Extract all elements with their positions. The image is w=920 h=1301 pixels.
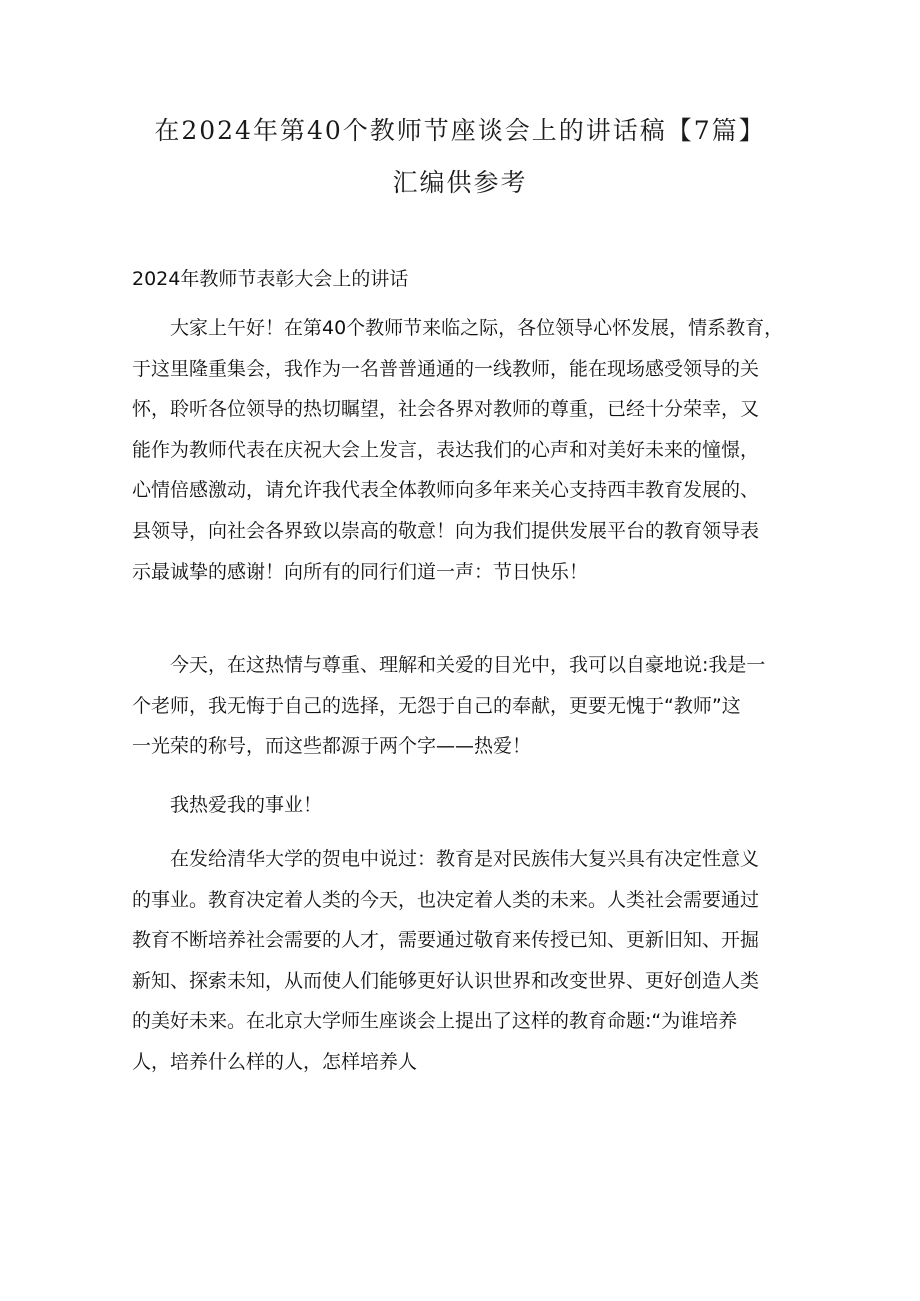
paragraph-line: 县领导，向社会各界致以崇高的敬意！向为我们提供发展平台的教育领导表 <box>132 519 760 542</box>
document-title-line-2: 汇编供参考 <box>392 168 528 197</box>
paragraph-line: 的美好未来。在北京大学师生座谈会上提出了这样的教育命题:“为谁培养 <box>132 1010 738 1033</box>
paragraph-line: 个老师，我无悔于自己的选择，无怨于自己的奉献，更要无愧于“教师”这 <box>132 694 741 717</box>
paragraph-line: 新知、探索未知，从而使人们能够更好认识世界和改变世界、更好创造人类 <box>132 969 760 992</box>
paragraph-line: 在发给清华大学的贺电中说过：教育是对民族伟大复兴具有决定性意义 <box>132 848 760 870</box>
paragraph <box>132 839 792 1083</box>
paragraph-line: 心情倍感激动，请允许我代表全体教师向多年来关心支持西丰教育发展的、 <box>132 479 760 502</box>
paragraph <box>132 645 792 767</box>
paragraph-line: 教育不断培养社会需要的人才，需要通过敬育来传授已知、更新旧知、开掘 <box>132 929 760 952</box>
paragraph <box>132 785 792 826</box>
paragraph <box>132 308 792 592</box>
paragraph-line: 的事业。教育决定着人类的今天，也决定着人类的未来。人类社会需要通过 <box>132 888 760 911</box>
paragraph-line: 大家上午好！在第40个教师节来临之际，各位领导心怀发展，情系教育， <box>132 317 784 339</box>
paragraph-line: 于这里隆重集会，我作为一名普普通通的一线教师，能在现场感受领导的关 <box>132 357 760 380</box>
paragraph-line: 人，培养什么样的人，怎样培养人 <box>132 1050 418 1073</box>
paragraph-line: 一光荣的称号，而这些都源于两个字——热爱！ <box>132 735 532 758</box>
paragraph-line: 示最诚挚的感谢！向所有的同行们道一声：节日快乐！ <box>132 560 589 583</box>
section-heading: 2024年教师节表彰大会上的讲话 <box>132 268 409 290</box>
paragraph-line: 我热爱我的事业！ <box>132 794 323 816</box>
document-title-line-1: 在2024年第40个教师节座谈会上的讲话稿【7篇】 <box>154 116 766 145</box>
paragraph-line: 怀，聆听各位领导的热切瞩望，社会各界对教师的尊重，已经十分荣幸，又 <box>132 398 760 421</box>
paragraph-line: 能作为教师代表在庆祝大会上发言，表达我们的心声和对美好未来的憧憬， <box>132 438 760 461</box>
paragraph-line: 今天，在这热情与尊重、理解和关爱的目光中，我可以自豪地说:我是一 <box>132 654 766 676</box>
